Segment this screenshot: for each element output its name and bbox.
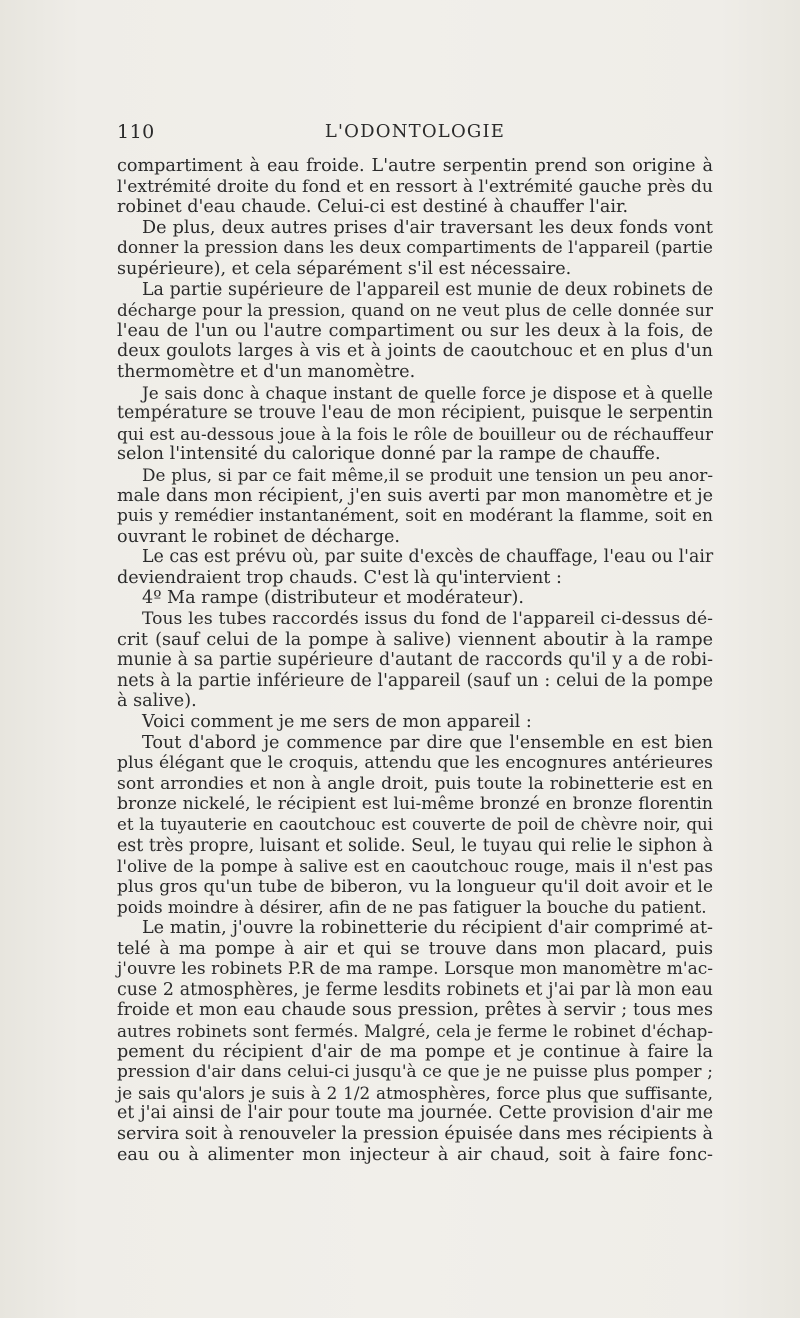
text-line: robinet d'eau chaude. Celui-ci est destiné à chauffer l'air. [117,197,629,218]
text-line: l'extrémité droite du fond et en ressort à l'extrémité gauche près du [117,176,713,197]
page-header [117,117,713,147]
text-line: telé à ma pompe à air et qui se trouve dans mon placard, puis [117,938,713,959]
text-line: Tout d'abord je commence par dire que l'ensemble en est bien [142,732,713,753]
text-line: à salive). [117,691,197,712]
text-line: Tous les tubes raccordés issus du fond de l'appareil ci-dessus dé- [142,609,713,630]
running-title: L'ODONTOLOGIE [324,121,506,142]
text-line: température se trouve l'eau de mon récipient, puisque le serpentin [117,403,713,424]
text-line: froide et mon eau chaude sous pression, prêtes à servir ; tous mes [117,1000,713,1021]
text-line: et j'ai ainsi de l'air pour toute ma journée. Cette provision d'air me [117,1103,713,1124]
text-line: deux goulots larges à vis et à joints de caoutchouc et en plus d'un [117,341,713,362]
text-line: cuse 2 atmosphères, je ferme lesdits robinets et j'ai par là mon eau [117,979,713,1000]
text-line: nets à la partie inférieure de l'appareil (sauf un : celui de la pompe [117,670,713,691]
text-line: munie à sa partie supérieure d'autant de raccords qu'il y a de robi- [117,650,713,671]
text-line: De plus, si par ce fait même,il se produit une tension un peu anor- [142,464,713,485]
text-line: plus gros qu'un tube de biberon, vu la longueur qu'il doit avoir et le [117,876,713,897]
text-line: supérieure), et cela séparément s'il est nécessaire. [117,258,572,279]
text-line: Le cas est prévu où, par suite d'excès de chauffage, l'eau ou l'air [142,547,714,568]
text-line: l'olive de la pompe à salive est en caoutchouc rouge, mais il n'est pas [117,856,713,877]
text-line: selon l'intensité du calorique donné par la rampe de chauffe. [117,444,661,465]
text-line: 4º Ma rampe (distributeur et modérateur). [142,588,524,609]
text-line: servira soit à renouveler la pression épuisée dans mes récipients à [117,1123,713,1144]
text-line: La partie supérieure de l'appareil est munie de deux robinets de [142,279,713,300]
text-line: et la tuyauterie en caoutchouc est couverte de poil de chèvre noir, qui [117,815,713,834]
text-line: l'eau de l'un ou l'autre compartiment ou sur les deux à la fois, de [117,320,713,341]
text-line: Voici comment je me sers de mon appareil : [142,712,532,733]
text-line: pression d'air dans celui-ci jusqu'à ce que je ne puisse plus pomper ; [117,1062,713,1083]
text-line: puis y remédier instantanément, soit en modérant la flamme, soit en [117,506,713,527]
text-line: je sais qu'alors je suis à 2 1/2 atmosphères, force plus que suffisante, [117,1082,713,1103]
text-line: deviendraient trop chauds. C'est là qu'intervient : [117,567,562,588]
text-line: thermomètre et d'un manomètre. [117,361,416,382]
text-line: pement du récipient d'air de ma pompe et je continue à faire la [117,1041,713,1062]
text-line: crit (sauf celui de la pompe à salive) viennent aboutir à la rampe [117,629,713,650]
text-line: autres robinets sont fermés. Malgré, cela je ferme le robinet d'échap- [117,1020,713,1041]
text-line: sont arrondies et non à angle droit, puis toute la robinetterie est en [117,773,713,794]
text-line: j'ouvre les robinets P.R de ma rampe. Lorsque mon manomètre m'ac- [117,959,713,980]
text-line: Je sais donc à chaque instant de quelle force je dispose et à quelle [142,382,713,403]
body-text [117,156,713,1165]
text-line: est très propre, luisant et solide. Seul, le tuyau qui relie le siphon à [117,835,713,856]
text-line: bronze nickelé, le récipient est lui-même bronzé en bronze florentin [117,794,713,815]
text-line: compartiment à eau froide. L'autre serpentin prend son origine à [117,156,713,176]
text-line: eau ou à alimenter mon injecteur à air chaud, soit à faire fonc- [117,1144,713,1165]
text-line: décharge pour la pression, quand on ne veut plus de celle donnée sur [117,300,713,321]
text-line: ouvrant le robinet de décharge. [117,526,400,547]
text-line: Le matin, j'ouvre la robinetterie du récipient d'air comprimé at- [142,917,713,938]
text-line: poids moindre à désirer, afin de ne pas fatiguer la bouche du patient. [117,897,707,918]
text-line: plus élégant que le croquis, attendu que les encognures antérieures [117,753,713,774]
page-number: 110 [117,121,155,143]
text-line: qui est au-dessous joue à la fois le rôle de bouilleur ou de réchauffeur [117,423,713,444]
text-line: donner la pression dans les deux compartiments de l'appareil (partie [117,238,713,259]
text-line: De plus, deux autres prises d'air traversant les deux fonds vont [142,217,713,238]
text-line: male dans mon récipient, j'en suis averti par mon manomètre et je [117,485,713,506]
